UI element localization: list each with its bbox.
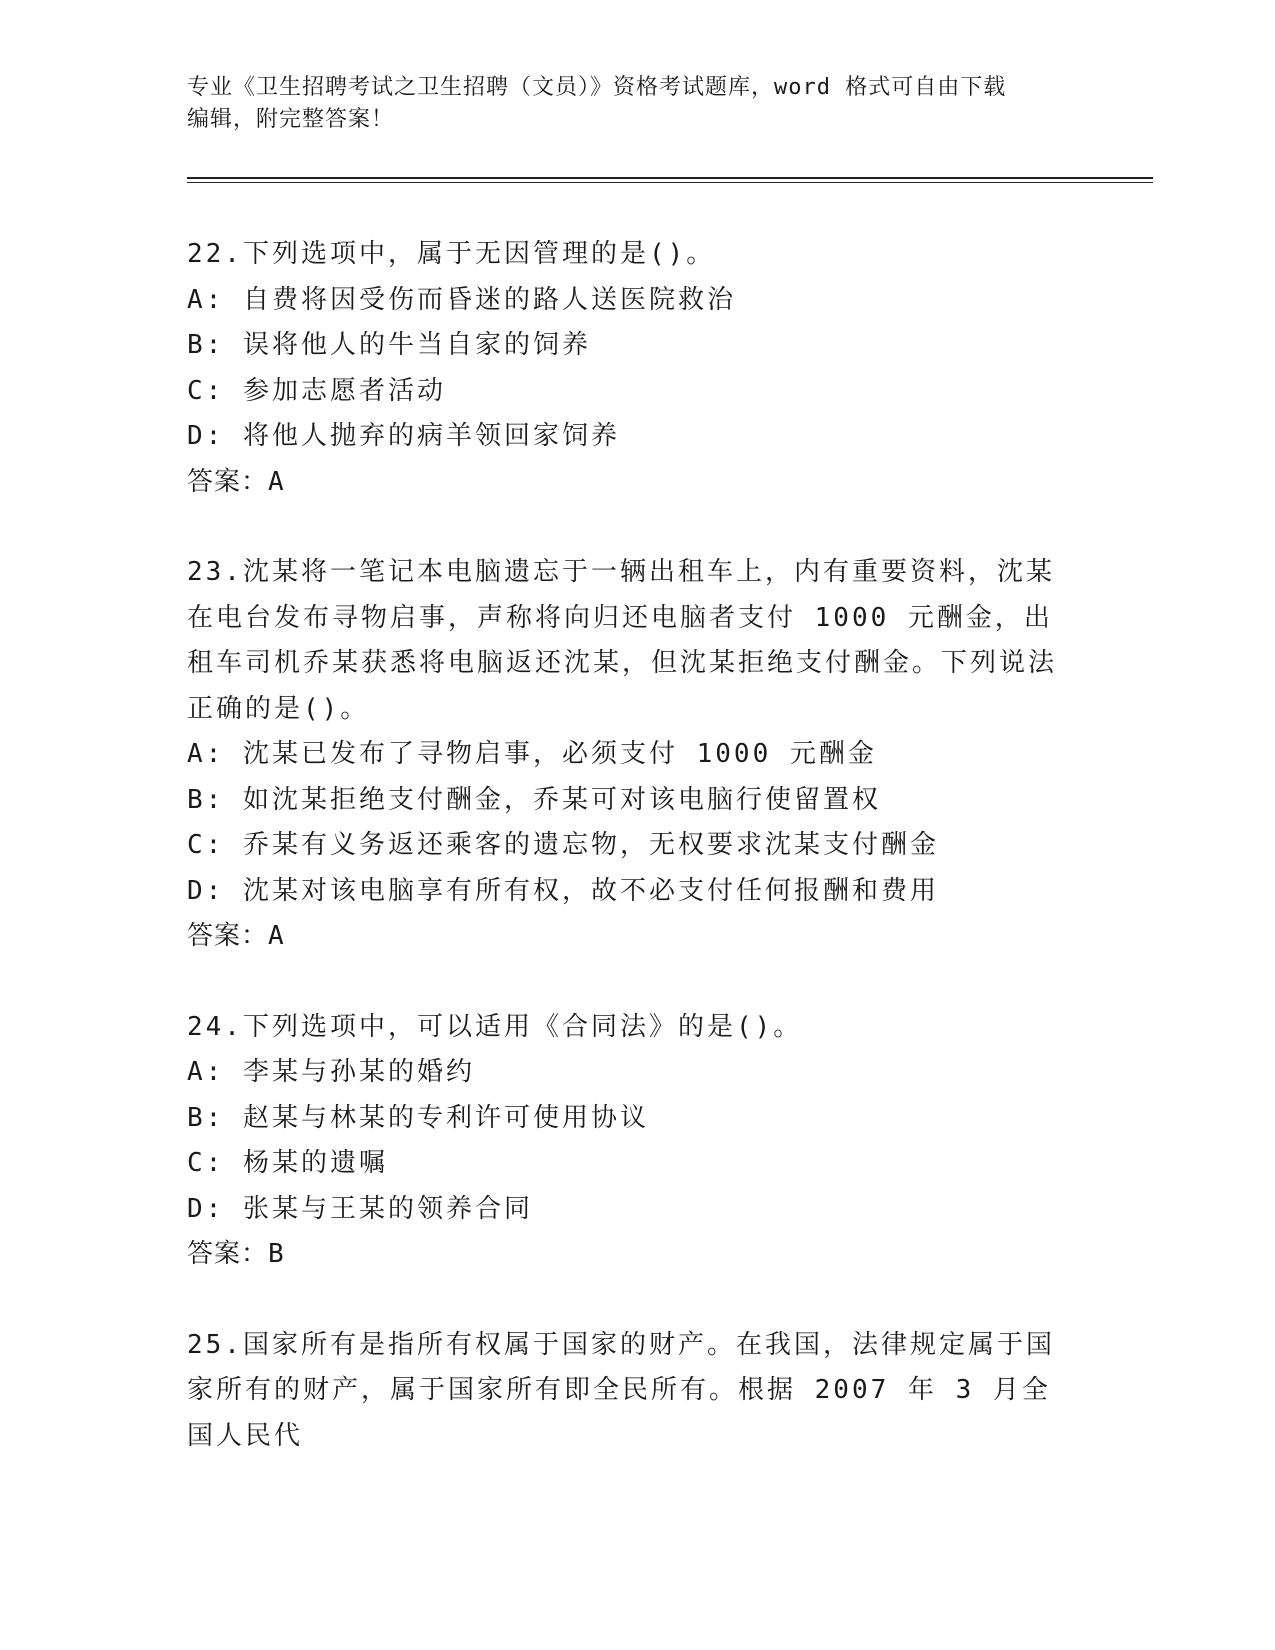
option-b: B: 赵某与林某的专利许可使用协议: [187, 1102, 649, 1133]
option-c: C: 杨某的遗嘱: [187, 1148, 388, 1178]
answer: 答案：A: [187, 466, 285, 497]
option-b: B: 如沈某拒绝支付酬金，乔某可对该电脑行使留置权: [187, 784, 881, 815]
option-d: D: 沈某对该电脑享有所有权，故不必支付任何报酬和费用: [187, 875, 939, 906]
option-d: D: 张某与王某的领养合同: [187, 1193, 533, 1224]
question-list: [187, 232, 1077, 1504]
question-text: 22.下列选项中，属于无因管理的是()。: [187, 239, 716, 269]
question-25: [187, 1323, 1077, 1460]
answer: 答案：B: [187, 1239, 285, 1269]
header-divider-thin: [187, 182, 1153, 183]
option-d: D: 将他人抛弃的病羊领回家饲养: [187, 421, 620, 451]
option-c: C: 乔某有义务返还乘客的遗忘物，无权要求沈某支付酬金: [187, 830, 939, 860]
question-text: 25.国家所有是指所有权属于国家的财产。在我国，法律规定属于国家所有的财产，属于国家所有即全民所有。根据 2007 年 3 月全国人民代: [187, 1329, 1055, 1451]
option-b: B: 误将他人的牛当自家的饲养: [187, 330, 591, 360]
option-a: A: 自费将因受伤而昏迷的路人送医院救治: [187, 284, 736, 315]
document-header: [187, 72, 1067, 136]
question-text: 24.下列选项中，可以适用《合同法》的是()。: [187, 1011, 803, 1042]
question-22: [187, 232, 1077, 505]
header-line-1: 专业《卫生招聘考试之卫生招聘（文员）》资格考试题库，word 格式可自由下载: [187, 75, 1007, 100]
question-24: [187, 1005, 1077, 1278]
option-a: A: 沈某已发布了寻物启事，必须支付 1000 元酬金: [187, 739, 877, 769]
header-line-2: 编辑，附完整答案！: [187, 107, 395, 132]
answer: 答案：A: [187, 921, 285, 951]
question-text: 23.沈某将一笔记本电脑遗忘于一辆出租车上，内有重要资料，沈某在电台发布寻物启事，声称将向归还电脑者支付 1000 元酬金，出租车司机乔某获悉将电脑返还沈某，但沈某拒绝支付酬金。下列说法正确的是()。: [187, 557, 1058, 724]
option-a: A: 李某与孙某的婚约: [187, 1057, 475, 1087]
question-23: [187, 550, 1077, 960]
option-c: C: 参加志愿者活动: [187, 375, 446, 406]
header-divider-thick: [187, 177, 1153, 179]
